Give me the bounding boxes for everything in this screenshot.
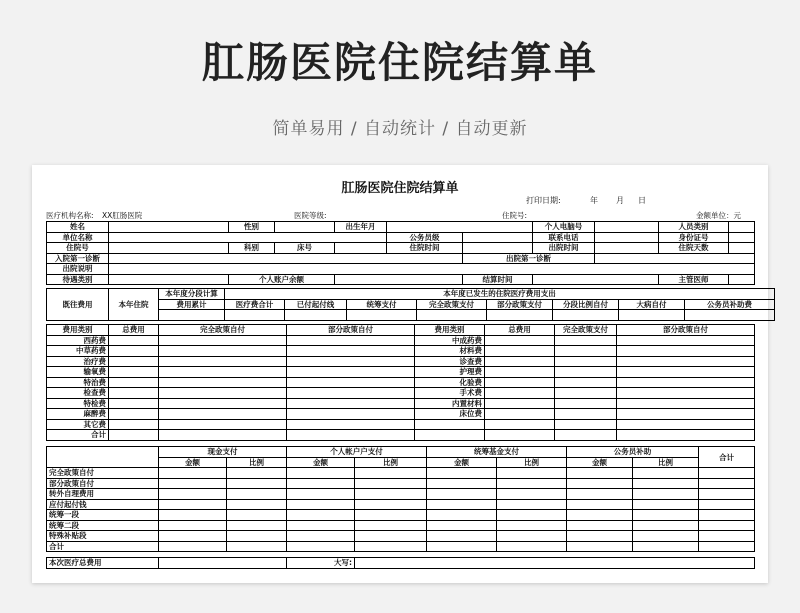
fee-cell[interactable] [485,398,555,409]
fee-cell[interactable] [617,356,755,367]
fee-cell[interactable] [109,346,159,357]
print-date-day: 日 [638,196,646,205]
fee-category-label: 检查费 [47,388,109,399]
total-row-table [46,557,755,569]
payment-cell[interactable] [159,531,227,542]
payment-cell[interactable] [159,499,227,510]
fee-row [47,346,755,357]
payment-cell[interactable] [699,531,755,542]
payment-cell[interactable] [567,478,633,489]
bed-label: 床号 [275,243,335,254]
history-col: 公务员补助费 [685,299,775,310]
fee-cell[interactable] [159,419,287,430]
payment-cell[interactable] [633,510,699,521]
fee-cell[interactable] [109,356,159,367]
id-card-label: 身份证号 [659,232,729,243]
institution-label: 医疗机构名称: [46,211,94,220]
payment-cell[interactable] [567,520,633,531]
history-col: 完全政策支付 [417,299,487,310]
fee-category-label: 手术费 [415,388,485,399]
civil-grade-value[interactable] [463,232,533,243]
payment-row [47,541,755,552]
fee-cell[interactable] [555,346,617,357]
fee-row [47,377,755,388]
fee-cell[interactable] [109,335,159,346]
payment-row-label: 统筹二段 [47,520,159,531]
fee-category-label: 材料费 [415,346,485,357]
fee-cell[interactable] [287,409,415,420]
payment-cell[interactable] [699,520,755,531]
fee-cell[interactable] [287,398,415,409]
payment-cell[interactable] [497,520,567,531]
payment-cell[interactable] [567,468,633,479]
payment-cell[interactable] [633,531,699,542]
fee-category-label: 特检费 [47,398,109,409]
fee-cell[interactable] [617,367,755,378]
payment-cell[interactable] [699,478,755,489]
fee-row [47,335,755,346]
payment-cell[interactable] [633,499,699,510]
fee-cell[interactable] [287,388,415,399]
payment-row-label: 特殊补贴段 [47,531,159,542]
discharge-diagnosis-value[interactable] [595,253,755,264]
fee-cell[interactable] [159,356,287,367]
payment-cell[interactable] [699,489,755,500]
fee-category-label: 诊查费 [415,356,485,367]
fee-cell[interactable] [555,377,617,388]
payment-cell[interactable] [497,541,567,552]
pc-no-value[interactable] [595,222,659,233]
settle-time-label: 结算时间 [463,274,533,285]
payment-cell[interactable] [159,478,227,489]
fee-cell[interactable] [485,367,555,378]
payment-cell[interactable] [355,541,427,552]
fee-cell[interactable] [617,346,755,357]
payment-row-label: 应付起付钱 [47,499,159,510]
payment-cell[interactable] [567,531,633,542]
total-cost-label: 本次医疗总费用 [47,558,159,569]
payment-cell[interactable] [287,510,355,521]
admit-diagnosis-value[interactable] [109,253,463,264]
payment-cell[interactable] [427,510,497,521]
employer-value[interactable] [109,232,387,243]
payment-cell[interactable] [227,520,287,531]
fee-cell[interactable] [555,388,617,399]
sheet-title: 肛肠医院住院结算单 [341,181,459,196]
total-cost-value[interactable] [159,558,287,569]
payment-cell[interactable] [287,531,355,542]
account-balance-label: 个人账户余额 [229,274,335,285]
payment-cell[interactable] [567,499,633,510]
amount-unit-label: 金额单位：元 [696,211,741,220]
uppercase-label: 大写: [287,558,355,569]
history-table [46,288,775,321]
fee-category-label: 西药费 [47,335,109,346]
fee-cell[interactable] [287,367,415,378]
payment-cell[interactable] [567,541,633,552]
fee-category-label: 合计 [47,430,109,441]
banner-subtitle: 简单易用 / 自动统计 / 自动更新 [272,119,528,139]
stay-days-label: 住院天数 [659,243,729,254]
gender-value[interactable] [275,222,335,233]
pay-sub: 金额 [287,457,355,468]
payment-cell[interactable] [427,541,497,552]
payment-row-label: 合计 [47,541,159,552]
payment-row-label: 统筹一段 [47,510,159,521]
fee-cell[interactable] [109,398,159,409]
fee-header: 总费用 [485,325,555,336]
fee-category-label: 麻醉费 [47,409,109,420]
bed-value[interactable] [335,243,387,254]
fee-cell[interactable] [159,398,287,409]
fee-cell[interactable] [485,388,555,399]
payment-cell[interactable] [633,468,699,479]
fee-cell [415,430,485,441]
fee-cell[interactable] [287,377,415,388]
fee-cell [415,419,485,430]
payment-row [47,499,755,510]
fee-header: 费用类别 [47,325,109,336]
payment-cell[interactable] [159,468,227,479]
name-label: 姓名 [47,222,109,233]
name-value[interactable] [109,222,229,233]
payment-cell[interactable] [427,520,497,531]
history-cell[interactable] [685,310,775,321]
payment-table [46,446,755,552]
discharge-diagnosis-label: 出院第一诊断 [463,253,595,264]
fee-cell[interactable] [109,377,159,388]
payment-cell[interactable] [699,541,755,552]
fee-header: 完全政策支付 [555,325,617,336]
payment-row-label: 转外自理费用 [47,489,159,500]
fee-category-label: 中草药费 [47,346,109,357]
cost-accumulate-label: 费用累计 [159,299,225,310]
benefit-type-value[interactable] [109,274,229,285]
fee-cell[interactable] [617,419,755,430]
fee-category-label: 其它费 [47,419,109,430]
discharge-time-value[interactable] [595,243,659,254]
table-row [47,325,755,336]
payment-cell[interactable] [355,531,427,542]
payment-cell[interactable] [427,499,497,510]
pay-group: 现金支付 [159,447,287,458]
payment-row [47,468,755,479]
fee-cell[interactable] [109,367,159,378]
table-row [47,274,755,285]
attending-value[interactable] [729,274,755,285]
fee-header: 总费用 [109,325,159,336]
benefit-type-label: 待遇类别 [47,274,109,285]
history-cell[interactable] [285,310,347,321]
fee-row [47,388,755,399]
fee-cell[interactable] [109,388,159,399]
fee-cell[interactable] [287,346,415,357]
admission-no-cell-label: 住院号 [47,243,109,254]
payment-cell[interactable] [497,489,567,500]
attending-label: 主管医师 [659,274,729,285]
fee-cell[interactable] [287,335,415,346]
pay-sub: 金额 [427,457,497,468]
segment-calc-label: 本年度分段计算 [159,289,225,300]
fee-cell[interactable] [287,356,415,367]
pay-sub: 比例 [355,457,427,468]
fee-row [47,419,755,430]
fee-cell[interactable] [485,335,555,346]
fee-cell[interactable] [617,409,755,420]
fee-cell[interactable] [159,430,287,441]
payment-cell[interactable] [427,478,497,489]
fee-cell[interactable] [159,377,287,388]
fee-cell[interactable] [555,335,617,346]
print-date-label: 打印日期: [526,196,561,205]
payment-cell[interactable] [633,489,699,500]
payment-cell[interactable] [633,478,699,489]
payment-cell[interactable] [287,489,355,500]
pay-sub: 比例 [633,457,699,468]
payment-cell[interactable] [227,478,287,489]
banner-title: 肛肠医院住院结算单 [201,38,598,87]
pay-group: 个人帐户户支付 [287,447,427,458]
payment-cell[interactable] [497,531,567,542]
admission-no-label: 住院号: [502,211,528,220]
fee-row [47,409,755,420]
fee-cell[interactable] [555,356,617,367]
payment-cell[interactable] [287,520,355,531]
fee-cell[interactable] [555,367,617,378]
fee-cell[interactable] [287,419,415,430]
history-cell[interactable] [553,310,619,321]
fee-header: 部分政策自付 [617,325,755,336]
admit-diagnosis-label: 入院第一诊断 [47,253,109,264]
fee-cell[interactable] [159,388,287,399]
fee-cell[interactable] [617,388,755,399]
table-row [47,558,755,569]
person-type-value[interactable] [729,222,755,233]
fee-row [47,430,755,441]
fee-cell[interactable] [555,419,617,430]
fee-cell[interactable] [555,430,617,441]
payment-cell[interactable] [699,468,755,479]
fee-cell[interactable] [485,409,555,420]
fee-row [47,356,755,367]
history-col: 部分政策支付 [487,299,553,310]
fee-breakdown-table [46,324,755,441]
fee-header: 完全政策自付 [159,325,287,336]
fee-category-label: 治疗费 [47,356,109,367]
payment-row [47,489,755,500]
payment-cell[interactable] [355,468,427,479]
fee-row [47,398,755,409]
birth-label: 出生年月 [335,222,387,233]
payment-cell[interactable] [287,468,355,479]
table-row [47,243,755,254]
payment-cell[interactable] [567,489,633,500]
accrued-costs-label: 本年度已发生的住院医疗费用支出 [225,289,775,300]
fee-cell[interactable] [485,430,555,441]
hospital-level-label: 医院等级: [294,211,327,220]
print-date-month: 月 [616,196,624,205]
table-row [47,253,755,264]
fee-category-label: 床位费 [415,409,485,420]
fee-cell[interactable] [109,430,159,441]
admission-no-value[interactable] [109,243,229,254]
fee-cell[interactable] [485,356,555,367]
payment-cell[interactable] [355,520,427,531]
payment-cell[interactable] [227,531,287,542]
fee-category-label: 中成药费 [415,335,485,346]
fee-cell[interactable] [159,367,287,378]
uppercase-value[interactable] [355,558,755,569]
history-col: 大病自付 [619,299,685,310]
history-cell[interactable] [347,310,417,321]
table-row [47,289,775,300]
payment-cell[interactable] [427,468,497,479]
fee-header: 部分政策自付 [287,325,415,336]
fee-category-label: 输氧费 [47,367,109,378]
person-type-label: 人员类别 [659,222,729,233]
fee-cell[interactable] [159,409,287,420]
fee-body [47,325,755,441]
prior-costs-label: 既往费用 [47,289,109,321]
table-row [47,232,755,243]
payment-cell[interactable] [159,541,227,552]
fee-cell[interactable] [159,346,287,357]
payment-cell[interactable] [287,541,355,552]
payment-cell[interactable] [159,510,227,521]
fee-cell[interactable] [485,377,555,388]
pay-group: 公务员补助 [567,447,699,458]
pay-sub: 比例 [497,457,567,468]
fee-row [47,367,755,378]
civil-grade-label: 公务员级 [387,232,463,243]
settlement-sheet [32,165,768,583]
payment-row-label: 部分政策自付 [47,478,159,489]
payment-row [47,510,755,521]
payment-cell[interactable] [227,541,287,552]
print-date-year: 年 [590,196,598,205]
pay-body [47,447,755,552]
discharge-note-label: 出院说明 [47,264,109,275]
payment-cell[interactable] [355,478,427,489]
history-cell[interactable] [159,310,225,321]
table-row [47,447,755,458]
fee-cell[interactable] [617,430,755,441]
fee-header: 费用类别 [415,325,485,336]
payment-row [47,478,755,489]
basic-info-table [46,221,755,285]
payment-cell[interactable] [227,499,287,510]
fee-category-label: 化验费 [415,377,485,388]
table-row [47,264,755,275]
admit-time-label: 住院时间 [387,243,463,254]
payment-cell[interactable] [497,499,567,510]
department-label: 科别 [229,243,275,254]
payment-cell[interactable] [287,478,355,489]
history-col: 分段比例自付 [553,299,619,310]
payment-cell[interactable] [355,510,427,521]
fee-cell[interactable] [617,398,755,409]
payment-row [47,520,755,531]
admit-time-value[interactable] [463,243,533,254]
payment-cell[interactable] [227,510,287,521]
phone-label: 联系电话 [533,232,595,243]
fee-cell[interactable] [617,377,755,388]
history-cell[interactable] [417,310,487,321]
payment-cell[interactable] [497,478,567,489]
payment-cell[interactable] [427,531,497,542]
payment-cell[interactable] [355,489,427,500]
payment-cell[interactable] [497,510,567,521]
fee-cell[interactable] [485,419,555,430]
payment-cell[interactable] [633,520,699,531]
pay-sub: 金额 [159,457,227,468]
history-cell[interactable] [225,310,285,321]
payment-cell[interactable] [699,499,755,510]
pay-group: 合计 [699,447,755,468]
institution-value: XX肛肠医院 [102,211,143,220]
account-balance-value[interactable] [335,274,463,285]
stay-days-value[interactable] [729,243,755,254]
history-col: 医疗费合计 [225,299,285,310]
history-cell[interactable] [619,310,685,321]
payment-cell[interactable] [287,499,355,510]
history-col: 已付起付线 [285,299,347,310]
fee-cell[interactable] [555,409,617,420]
payment-row [47,531,755,542]
pay-sub: 比例 [227,457,287,468]
phone-value[interactable] [595,232,659,243]
birth-value[interactable] [387,222,533,233]
payment-cell[interactable] [633,541,699,552]
discharge-note-value[interactable] [109,264,755,275]
payment-cell[interactable] [497,468,567,479]
fee-cell[interactable] [159,335,287,346]
fee-cell[interactable] [109,419,159,430]
payment-cell[interactable] [227,468,287,479]
pay-sub: 金额 [567,457,633,468]
fee-category-label: 特治费 [47,377,109,388]
fee-category-label: 内置材料 [415,398,485,409]
fee-cell[interactable] [485,346,555,357]
fee-cell[interactable] [555,398,617,409]
fee-category-label: 护理费 [415,367,485,378]
id-card-value[interactable] [729,232,755,243]
history-col: 统筹支付 [347,299,417,310]
pay-group: 统筹基金支付 [427,447,567,458]
discharge-time-label: 出院时间 [533,243,595,254]
fee-cell[interactable] [617,335,755,346]
payment-corner [47,447,159,468]
payment-cell[interactable] [227,489,287,500]
fee-cell[interactable] [109,409,159,420]
payment-cell[interactable] [567,510,633,521]
settle-time-value[interactable] [533,274,659,285]
fee-cell[interactable] [287,430,415,441]
payment-cell[interactable] [159,489,227,500]
employer-label: 单位名称 [47,232,109,243]
this-year-label: 本年住院 [109,289,159,321]
gender-label: 性别 [229,222,275,233]
pc-no-label: 个人电脑号 [533,222,595,233]
payment-cell[interactable] [427,489,497,500]
payment-cell[interactable] [699,510,755,521]
payment-cell[interactable] [159,520,227,531]
table-row [47,222,755,233]
payment-cell[interactable] [355,499,427,510]
history-cell[interactable] [487,310,553,321]
payment-row-label: 完全政策自付 [47,468,159,479]
